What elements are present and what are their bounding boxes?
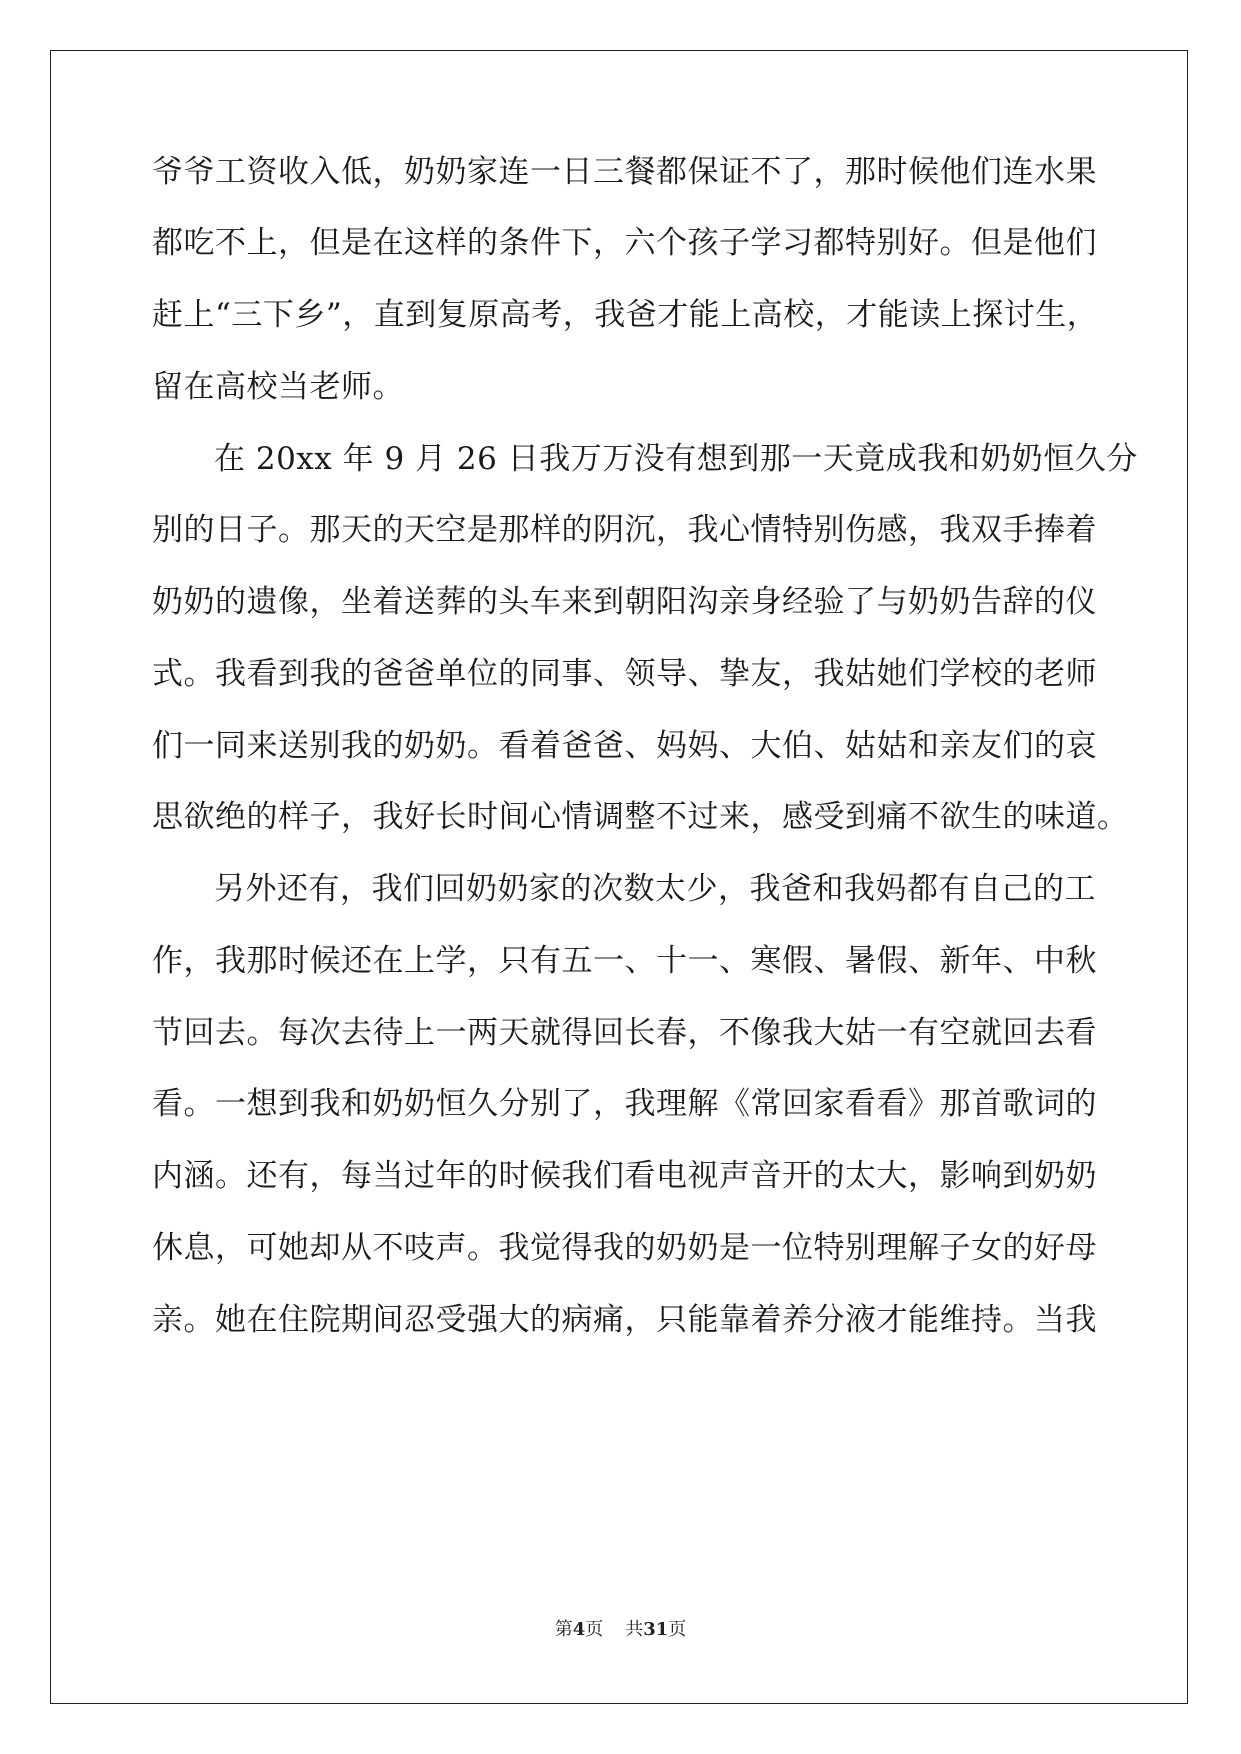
body-text-line: 节回去。每次去待上一两天就得回长春，不像我大姑一有空就回去看 — [152, 1015, 1097, 1051]
footer-page-prefix: 第 — [554, 1619, 573, 1640]
body-text-line: 爷爷工资收入低，奶奶家连一日三餐都保证不了，那时候他们连水果 — [152, 154, 1097, 190]
body-text-line: 思欲绝的样子，我好长时间心情调整不过来，感受到痛不欲生的味道。 — [152, 799, 1129, 835]
page-footer — [0, 1618, 1241, 1642]
body-text-line: 作，我那时候还在上学，只有五一、十一、寒假、暑假、新年、中秋 — [152, 943, 1097, 979]
footer-total-suffix: 页 — [668, 1619, 687, 1640]
paragraph-start-line: 在 20xx 年 9 月 26 日我万万没有想到那一天竟成我和奶奶恒久分 — [214, 441, 1138, 477]
body-text-line: 看。一想到我和奶奶恒久分别了，我理解《常回家看看》那首歌词的 — [152, 1086, 1097, 1122]
body-text-line: 别的日子。那天的天空是那样的阴沉，我心情特别伤感，我双手捧着 — [152, 512, 1097, 548]
body-text-line: 赶上“三下乡”，直到复原高考，我爸才能上高校，才能读上探讨生， — [152, 297, 1099, 333]
body-text-line: 奶奶的遗像，坐着送葬的头车来到朝阳沟亲身经验了与奶奶告辞的仪 — [152, 584, 1097, 620]
body-text-line: 都吃不上，但是在这样的条件下，六个孩子学习都特别好。但是他们 — [152, 225, 1097, 261]
footer-total-pages: 31 — [643, 1619, 669, 1640]
body-text-line: 内涵。还有，每当过年的时候我们看电视声音开的太大，影响到奶奶 — [152, 1158, 1097, 1194]
body-text-line: 留在高校当老师。 — [152, 369, 404, 405]
body-text-line: 亲。她在住院期间忍受强大的病痛，只能靠着养分液才能维持。当我 — [152, 1302, 1097, 1338]
footer-total-prefix: 共 — [625, 1619, 644, 1640]
body-text-line: 们一同来送别我的奶奶。看着爸爸、妈妈、大伯、姑姑和亲友们的哀 — [152, 728, 1097, 764]
footer-page-suffix: 页 — [585, 1619, 604, 1640]
paragraph-start-line: 另外还有，我们回奶奶家的次数太少，我爸和我妈都有自己的工 — [214, 871, 1096, 907]
body-text-line: 休息，可她却从不吱声。我觉得我的奶奶是一位特别理解子女的好母 — [152, 1230, 1097, 1266]
body-text-line: 式。我看到我的爸爸单位的同事、领导、挚友，我姑她们学校的老师 — [152, 656, 1097, 692]
footer-page-number: 4 — [572, 1619, 586, 1640]
